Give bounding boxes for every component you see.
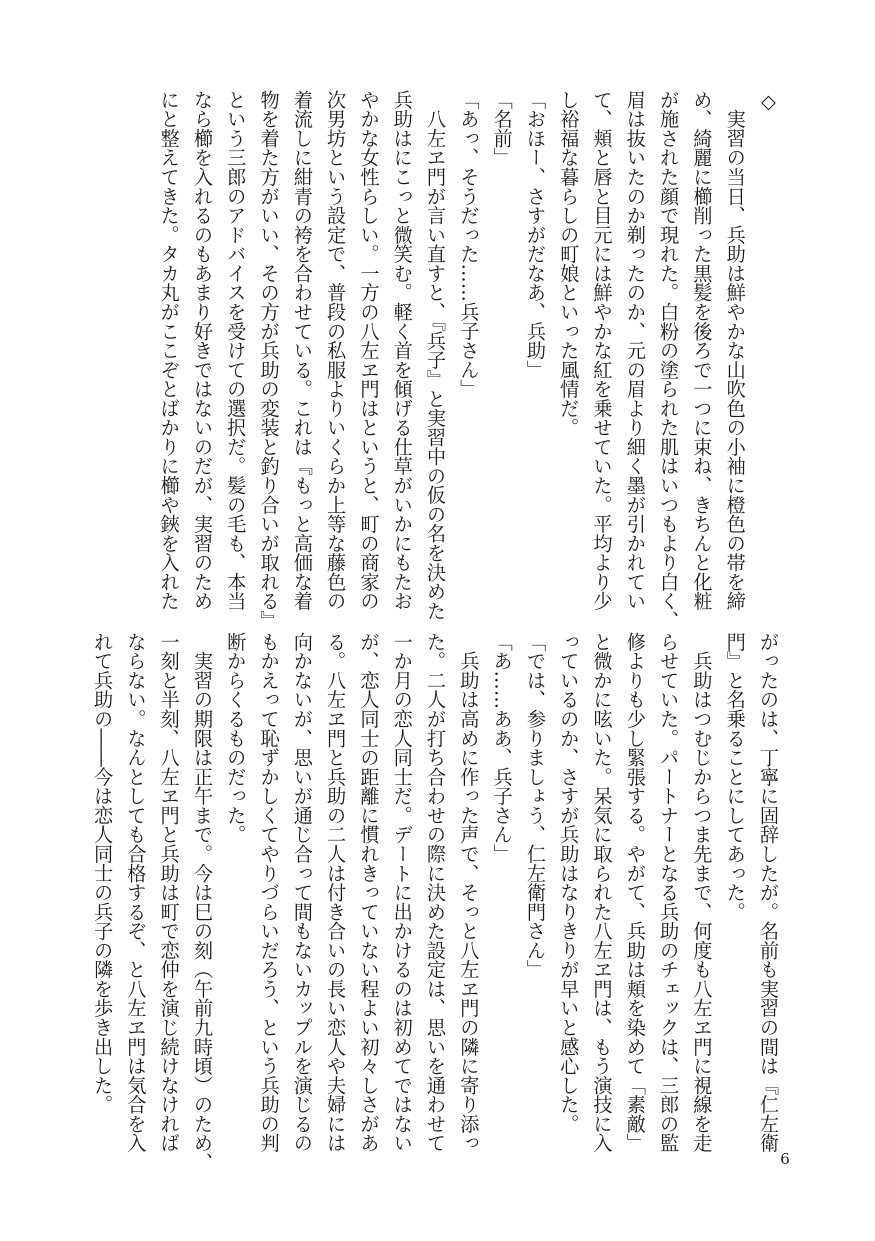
text-line: 兵助は高めに作った声で、そっと八左ヱ門の隣に寄り添っ	[457, 632, 481, 1153]
text-line: という三郎のアドバイスを受けての選択だ。髪の毛も、本当	[224, 90, 248, 611]
text-line: もかえって恥ずかしくてやりづらいだろう、という兵助の判	[257, 632, 281, 1153]
text-line: 「おほー、さすがだなあ、兵助」	[523, 90, 547, 380]
text-line: 一刻と半刻、八左ヱ門と兵助は町で恋仲を演じ続けなければ	[157, 632, 181, 1153]
text-line: 次男坊という設定で、普段の私服よりいくらか上等な藤色の	[324, 90, 348, 611]
text-line: 八左ヱ門が言い直すと、『兵子』と実習中の仮の名を決めた	[424, 90, 448, 621]
text-line: め、綺麗に櫛削った黒髪を後ろで一つに束ね、きちんと化粧	[690, 90, 714, 611]
text-line: なら櫛を入れるのもあまり好きではないのだが、実習のため	[190, 90, 214, 611]
text-line: がったのは、丁寧に固辞したが。名前も実習の間は『仁左衛	[757, 632, 780, 1153]
text-line: やかな女性らしい。一方の八左ヱ門はというと、町の商家の	[357, 90, 381, 611]
text-line: 「あっ、そうだった……兵子さん」	[457, 90, 481, 399]
upper-text-block	[85, 90, 785, 630]
text-line: 断からくるものだった。	[224, 632, 248, 845]
text-line: と微かに呟いた。呆気に取られた八左ヱ門は、もう演技に入	[590, 632, 614, 1153]
text-line: らせていた。パートナーとなる兵助のチェックは、三郎の監	[657, 632, 681, 1153]
text-line: 眉は抜いたのか剃ったのか、元の眉より細く墨が引かれてい	[623, 90, 647, 611]
page-number: 6	[780, 1150, 790, 1168]
text-line: 門』と名乗ることにしてあった。	[723, 632, 747, 922]
text-line: 一か月の恋人同士だ。デートに出かけるのは初めてではない	[390, 632, 414, 1153]
text-line: が、恋人同士の距離に慣れきっていない程よい初々しさがあ	[357, 632, 381, 1153]
lower-text-block	[85, 632, 785, 1172]
text-line: 実習の期限は正午まで。今は巳の刻（午前九時頃）のため、	[190, 632, 214, 1172]
text-line: が施された顔で現れた。白粉の塗られた肌はいつもより白く、	[657, 90, 681, 630]
text-line: れて兵助の――今は恋人同士の兵子の隣を歩き出した。	[91, 632, 115, 1114]
text-line: る。八左ヱ門と兵助の二人は付き合いの長い恋人や夫婦には	[324, 632, 348, 1153]
text-line: 「名前」	[490, 90, 514, 168]
scene-break-marker: ◇	[757, 90, 780, 114]
text-line: 物を着た方がいい、その方が兵助の変装と釣り合いが取れる』	[257, 90, 281, 630]
text-line: 修よりも少し緊張する。やがて、兵助は頬を染めて「素敵」	[623, 632, 647, 1153]
text-line: ならない。なんとしても合格するぞ、と八左ヱ門は気合を入	[124, 632, 148, 1153]
text-line: 着流しに紺青の袴を合わせている。これは『もっと高価な着	[290, 90, 314, 611]
text-line: て、頬と唇と目元には鮮やかな紅を乗せていた。平均より少	[590, 90, 614, 611]
text-line: にと整えてきた。タカ丸がここぞとばかりに櫛や鋏を入れた	[157, 90, 181, 611]
text-line: 向かないが、思いが通じ合って間もないカップルを演じるの	[290, 632, 314, 1153]
text-line: た。二人が打ち合わせの際に決めた設定は、思いを通わせて	[424, 632, 448, 1153]
text-line: っているのか、さすが兵助はなりきりが早いと感心した。	[557, 632, 581, 1134]
text-line: 実習の当日、兵助は鮮やかな山吹色の小袖に橙色の帯を締	[723, 90, 747, 611]
text-line: 「では、参りましょう、仁左衛門さん」	[523, 632, 547, 980]
text-line: 兵助はにこっと微笑む。軽く首を傾げる仕草がいかにもたお	[390, 90, 414, 611]
text-line: し裕福な暮らしの町娘といった風情だ。	[557, 90, 581, 438]
text-line: 兵助はつむじからつま先まで、何度も八左ヱ門に視線を走	[690, 632, 714, 1153]
text-line: 「あ……ああ、兵子さん」	[490, 632, 514, 864]
